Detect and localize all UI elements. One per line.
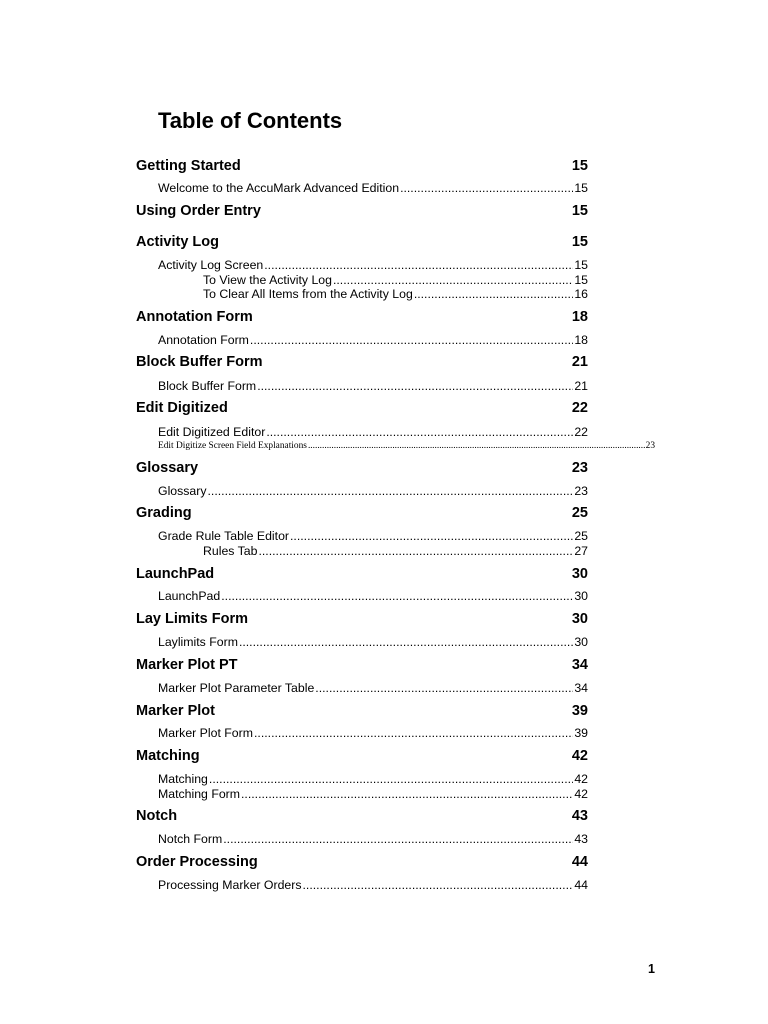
dot-leader (241, 787, 573, 801)
dot-leader (414, 287, 574, 301)
page-title: Table of Contents (158, 108, 343, 133)
toc-section-lay-limits-form[interactable] (136, 611, 588, 627)
section-heading: Marker Plot (136, 703, 215, 719)
section-page: 43 (571, 808, 588, 824)
entry-page: 42 (574, 787, 588, 801)
entry-label: Processing Marker Orders (158, 878, 302, 892)
section-heading: Getting Started (136, 158, 241, 174)
entry-page: 18 (574, 333, 588, 347)
section-heading: Using Order Entry (136, 203, 261, 219)
toc-section-matching[interactable] (136, 748, 588, 764)
toc-entry[interactable] (158, 589, 588, 603)
section-heading: LaunchPad (136, 566, 215, 582)
toc-section-grading[interactable] (136, 505, 588, 521)
section-heading: Notch (136, 808, 178, 824)
toc-entry[interactable] (158, 181, 588, 195)
entry-label: Activity Log Screen (158, 258, 264, 272)
section-page: 34 (571, 657, 588, 673)
entry-page: 44 (574, 878, 588, 892)
entry-label: Notch Form (158, 832, 223, 846)
toc-entry[interactable] (158, 425, 588, 439)
entry-page: 30 (574, 589, 588, 603)
dot-leader (315, 681, 573, 695)
entry-page: 39 (574, 726, 588, 740)
dot-leader (223, 832, 573, 846)
toc-section-order-processing[interactable] (136, 854, 588, 870)
section-heading: Grading (136, 505, 192, 521)
toc-section-edit-digitized[interactable] (136, 400, 588, 416)
section-page: 30 (571, 566, 588, 582)
section-heading: Edit Digitized (136, 400, 228, 416)
toc-entry[interactable] (158, 787, 588, 801)
entry-label: Grade Rule Table Editor (158, 529, 290, 543)
dot-leader (239, 635, 573, 649)
section-heading: Glossary (136, 460, 199, 476)
section-page: 44 (571, 854, 588, 870)
section-page: 22 (571, 400, 588, 416)
section-page: 42 (571, 748, 588, 764)
entry-label: Matching Form (158, 787, 241, 801)
dot-leader (290, 529, 573, 543)
entry-page: 15 (574, 181, 588, 195)
section-page: 18 (571, 309, 588, 325)
toc-section-annotation-form[interactable] (136, 309, 588, 325)
dot-leader (254, 726, 573, 740)
toc-entry[interactable] (158, 878, 588, 892)
dot-leader (221, 589, 573, 603)
toc-section-block-buffer-form[interactable] (136, 354, 588, 370)
toc-entry[interactable] (158, 635, 588, 649)
entry-page: 42 (574, 772, 588, 786)
dot-leader (208, 484, 574, 498)
entry-label: Glossary (158, 484, 207, 498)
toc-section-activity-log[interactable] (136, 234, 588, 250)
entry-page: 23 (645, 441, 655, 451)
toc-section-notch[interactable] (136, 808, 588, 824)
toc-section-launchpad[interactable] (136, 566, 588, 582)
section-page: 30 (571, 611, 588, 627)
toc-section-marker-plot[interactable] (136, 703, 588, 719)
entry-label: Edit Digitize Screen Field Explanations (158, 441, 307, 451)
section-heading: Marker Plot PT (136, 657, 238, 673)
entry-page: 43 (574, 832, 588, 846)
section-page: 23 (571, 460, 588, 476)
entry-label: LaunchPad (158, 589, 221, 603)
toc-subentry[interactable] (203, 287, 588, 301)
dot-leader (308, 441, 645, 452)
toc-entry[interactable] (158, 441, 655, 452)
toc-entry[interactable] (158, 529, 588, 543)
entry-label: Laylimits Form (158, 635, 238, 649)
entry-page: 21 (574, 379, 588, 393)
dot-leader (333, 273, 573, 287)
toc-entry[interactable] (158, 681, 588, 695)
section-page: 39 (571, 703, 588, 719)
toc-section-getting-started[interactable] (136, 158, 588, 174)
page-number: 1 (648, 962, 655, 976)
entry-label: Matching (158, 772, 208, 786)
toc-entry[interactable] (158, 258, 588, 272)
toc-entry[interactable] (158, 484, 588, 498)
section-heading: Block Buffer Form (136, 354, 263, 370)
entry-label: To View the Activity Log (203, 273, 332, 287)
entry-page: 23 (574, 484, 588, 498)
entry-page: 34 (574, 681, 588, 695)
dot-leader (264, 258, 573, 272)
entry-label: Marker Plot Parameter Table (158, 681, 315, 695)
entry-label: Block Buffer Form (158, 379, 257, 393)
entry-label: Annotation Form (158, 333, 249, 347)
toc-subentry[interactable] (203, 273, 588, 287)
section-page: 15 (571, 158, 588, 174)
toc-section-using-order-entry[interactable] (136, 203, 588, 219)
section-heading: Matching (136, 748, 200, 764)
entry-page: 27 (574, 544, 588, 558)
dot-leader (209, 772, 573, 786)
entry-page: 15 (574, 273, 588, 287)
dot-leader (257, 379, 573, 393)
section-heading: Order Processing (136, 854, 258, 870)
section-page: 15 (571, 234, 588, 250)
entry-page: 22 (574, 425, 588, 439)
section-page: 25 (571, 505, 588, 521)
entry-label: Edit Digitized Editor (158, 425, 266, 439)
section-page: 15 (571, 203, 588, 219)
entry-label: Welcome to the AccuMark Advanced Edition (158, 181, 400, 195)
section-heading: Activity Log (136, 234, 219, 250)
entry-label: Rules Tab (203, 544, 258, 558)
toc-entry[interactable] (158, 726, 588, 740)
dot-leader (250, 333, 573, 347)
entry-label: Marker Plot Form (158, 726, 253, 740)
entry-page: 15 (574, 258, 588, 272)
section-page: 21 (571, 354, 588, 370)
section-heading: Annotation Form (136, 309, 253, 325)
toc-entry[interactable] (158, 772, 588, 786)
entry-label: To Clear All Items from the Activity Log (203, 287, 413, 301)
toc-entry[interactable] (158, 333, 588, 347)
entry-page: 25 (574, 529, 588, 543)
toc-entry[interactable] (158, 832, 588, 846)
entry-page: 30 (574, 635, 588, 649)
section-heading: Lay Limits Form (136, 611, 248, 627)
toc-section-marker-plot-pt[interactable] (136, 657, 588, 673)
toc-subentry[interactable] (203, 544, 588, 558)
dot-leader (258, 544, 573, 558)
toc-section-glossary[interactable] (136, 460, 588, 476)
dot-leader (400, 181, 573, 195)
dot-leader (303, 878, 574, 892)
entry-page: 16 (574, 287, 588, 301)
dot-leader (266, 425, 573, 439)
toc-entry[interactable] (158, 379, 588, 393)
